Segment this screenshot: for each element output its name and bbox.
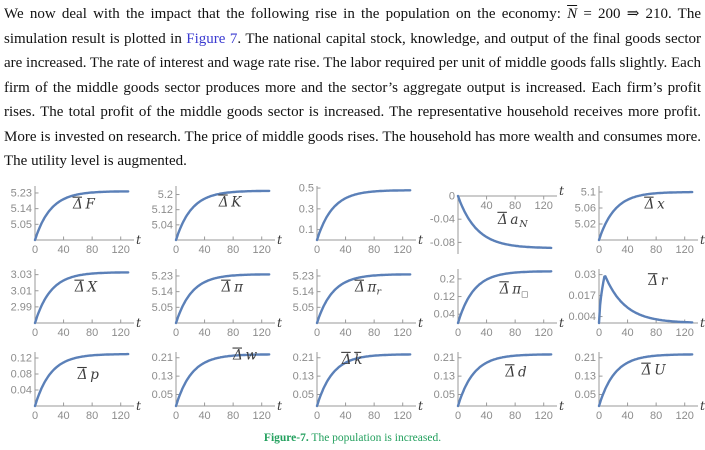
svg-text:Δ: Δ: [355, 279, 365, 296]
x-tick-label: 80: [509, 410, 522, 422]
plot-cell-delta-F: [0, 180, 141, 260]
x-tick-label: 0: [172, 410, 180, 422]
y-tick-label: 0.21: [433, 352, 455, 365]
y-tick-label: 0.12: [10, 352, 32, 365]
x-tick-label: 0: [313, 410, 321, 422]
svg-text:N: N: [519, 218, 528, 230]
plot-label-delta-K: [218, 195, 243, 211]
y-tick-label: 5.23: [10, 187, 32, 200]
plot-svg-unlabeled-rise: [282, 180, 423, 260]
plot-label-delta-pi-box: [499, 281, 529, 298]
x-axis-title: t: [559, 315, 564, 330]
x-axis-title: t: [277, 232, 282, 247]
plot-svg-delta-pi: [141, 263, 282, 343]
x-axis-title: t: [136, 398, 141, 413]
x-tick-label: 40: [339, 244, 352, 256]
y-tick-label: 0.1: [298, 224, 314, 237]
plot-label-delta-w: [232, 348, 258, 364]
svg-text:Δ: Δ: [233, 347, 243, 364]
svg-text:Δ: Δ: [77, 367, 88, 383]
svg-text:Δ: Δ: [505, 364, 516, 381]
y-tick-label: 0.05: [151, 389, 173, 402]
x-tick-label: 40: [480, 200, 493, 212]
svg-text:Δ: Δ: [497, 211, 508, 228]
y-tick-label: 0.13: [292, 370, 314, 383]
y-tick-label: 0.21: [292, 352, 314, 365]
y-tick-label: -0.04: [429, 213, 455, 226]
y-tick-label: 0.3: [298, 203, 314, 216]
y-tick-label: 5.02: [574, 218, 596, 231]
x-tick-label: 80: [650, 410, 663, 422]
x-axis-title: t: [418, 232, 423, 247]
svg-text:d: d: [518, 364, 527, 381]
figure-7-link[interactable]: Figure 7: [186, 30, 238, 47]
nbar-math-symbol: $\overline{N}$: [567, 6, 578, 22]
x-tick-label: 0: [454, 327, 462, 339]
x-axis-title: t: [277, 315, 282, 330]
plot-svg-delta-r: [564, 263, 705, 343]
x-tick-label: 120: [675, 410, 694, 422]
plot-cell-delta-kbar: [282, 346, 423, 426]
y-tick-label: 0.13: [433, 370, 455, 383]
figure-caption-label: Figure-7.: [263, 432, 309, 444]
x-tick-label: 120: [393, 327, 412, 339]
x-tick-label: 40: [621, 327, 634, 339]
y-tick-label: 0.04: [433, 308, 455, 321]
x-tick-label: 120: [675, 244, 694, 256]
svg-text:π: π: [512, 281, 522, 298]
y-tick-label: 5.05: [151, 301, 173, 314]
y-tick-label: 5.05: [10, 218, 32, 231]
svg-text:k: k: [354, 351, 363, 368]
y-tick-label: 5.14: [10, 203, 32, 216]
y-tick-label: 0.017: [568, 290, 596, 303]
figure-7: [0, 180, 705, 444]
x-tick-label: 0: [313, 244, 321, 256]
plot-cell-delta-w: [141, 346, 282, 426]
y-tick-label: 0.13: [151, 370, 173, 383]
plot-svg-delta-d: [423, 346, 564, 426]
svg-text:π: π: [367, 279, 377, 296]
plot-cell-delta-aN: [423, 180, 564, 260]
plot-svg-delta-x: [564, 180, 705, 260]
y-tick-label: 0.21: [151, 352, 173, 365]
x-axis-title: t: [559, 398, 564, 413]
plot-svg-delta-w: [141, 346, 282, 426]
x-tick-label: 80: [227, 327, 240, 339]
intro-text-2: = 200 ⇒ 210. The simulation result is plotted in: [4, 6, 702, 47]
svg-text:F: F: [85, 196, 95, 213]
x-tick-label: 0: [595, 327, 603, 339]
plot-cell-delta-U: [564, 346, 705, 426]
x-tick-label: 0: [595, 244, 603, 256]
x-axis-title: t: [418, 398, 423, 413]
x-tick-label: 40: [480, 327, 493, 339]
y-tick-label: 0.08: [10, 368, 32, 381]
x-tick-label: 120: [534, 200, 553, 212]
svg-text:a: a: [510, 211, 519, 228]
svg-text:w: w: [245, 347, 258, 364]
x-tick-label: 0: [31, 244, 39, 256]
svg-text:π: π: [234, 279, 243, 296]
y-tick-label: 0.5: [298, 182, 314, 195]
plot-svg-delta-kbar: [282, 346, 423, 426]
y-tick-label: 5.06: [574, 202, 596, 215]
y-tick-label: 0.12: [433, 291, 455, 304]
y-tick-label: 0.05: [574, 389, 596, 402]
plot-cell-delta-K: [141, 180, 282, 260]
x-tick-label: 40: [57, 410, 70, 422]
y-tick-label: 0.2: [439, 273, 455, 286]
intro-paragraph: [4, 2, 701, 174]
x-tick-label: 80: [86, 410, 99, 422]
plot-label-delta-U: [641, 363, 667, 379]
y-tick-label: 0.05: [292, 389, 314, 402]
svg-text:Δ: Δ: [641, 362, 652, 379]
y-tick-label: 5.05: [292, 301, 314, 314]
y-tick-label: 0.13: [574, 370, 596, 383]
x-tick-label: 120: [534, 410, 553, 422]
plot-svg-delta-aN: [423, 180, 564, 260]
x-tick-label: 0: [31, 327, 39, 339]
x-tick-label: 0: [595, 410, 603, 422]
intro-text-4: . The national capital stock, knowledge, and output of the final goods sector are increased. The rate of interest and wage rate rise. The labor required per unit of middle goods falls slightly. Each firm of the middle goods sector produces more and the sector’s aggregate output is increased. Each firm’s profit rises. The total profit of the middle goods sector is increased. The representative household receives more profit. More is invested on research. The price of middle goods rises. The household has more wealth and consumes more. The utility level is augmented.: [4, 30, 701, 169]
plot-label-delta-x: [644, 197, 666, 213]
plot-label-delta-aN: [497, 212, 529, 230]
y-tick-label: 0.004: [568, 311, 596, 324]
plot-cell-delta-d: [423, 346, 564, 426]
plot-label-delta-p: [77, 367, 100, 383]
x-tick-label: 120: [393, 244, 412, 256]
figure-caption-text: The population is increased.: [311, 432, 442, 444]
x-tick-label: 120: [393, 410, 412, 422]
plot-svg-delta-pi-box: [423, 263, 564, 343]
x-tick-label: 40: [339, 327, 352, 339]
x-tick-label: 40: [480, 410, 493, 422]
x-tick-label: 40: [57, 327, 70, 339]
svg-text:Δ: Δ: [73, 196, 83, 213]
x-tick-label: 80: [650, 244, 663, 256]
y-tick-label: 0.21: [574, 352, 596, 365]
x-tick-label: 80: [368, 327, 381, 339]
x-axis-title: t: [136, 232, 141, 247]
x-tick-label: 40: [339, 410, 352, 422]
svg-text:Δ: Δ: [648, 273, 659, 290]
x-tick-label: 40: [621, 244, 634, 256]
svg-text:p: p: [90, 367, 99, 383]
y-tick-label: 5.14: [292, 286, 314, 299]
plot-cell-delta-r: [564, 263, 705, 343]
svg-text:Δ: Δ: [499, 281, 510, 298]
x-tick-label: 80: [509, 327, 522, 339]
svg-text:Δ: Δ: [644, 196, 655, 213]
curve: [599, 276, 692, 323]
x-tick-label: 120: [252, 327, 271, 339]
x-axis-title: t: [136, 315, 141, 330]
y-tick-label: 0.04: [10, 384, 32, 397]
x-tick-label: 40: [198, 327, 211, 339]
x-tick-label: 0: [31, 410, 39, 422]
y-tick-label: 0.03: [574, 269, 596, 282]
x-axis-title: t: [277, 398, 282, 413]
intro-text-0: We now deal with the impact that the following rise in the population on the economy:: [4, 6, 568, 22]
plot-svg-delta-pi-r: [282, 263, 423, 343]
x-axis-title: t: [700, 398, 705, 413]
y-tick-label: 5.23: [292, 270, 314, 283]
plot-cell-delta-p: [0, 346, 141, 426]
plot-label-delta-pi-r: [354, 280, 383, 298]
y-tick-label: 5.2: [157, 189, 173, 202]
y-tick-label: 5.04: [151, 219, 173, 232]
plot-svg-delta-X: [0, 263, 141, 343]
x-tick-label: 120: [534, 327, 553, 339]
x-tick-label: 80: [86, 327, 99, 339]
plot-cell-delta-X: [0, 263, 141, 343]
x-axis-title: t: [418, 315, 423, 330]
x-axis-title: t: [559, 183, 564, 198]
svg-text:X: X: [87, 279, 98, 296]
x-tick-label: 40: [198, 244, 211, 256]
y-tick-label: 0: [448, 190, 455, 203]
curve: [317, 351, 410, 406]
y-tick-label: 3.03: [10, 269, 32, 282]
plot-svg-delta-F: [0, 180, 141, 260]
plot-cell-delta-pi-box: [423, 263, 564, 343]
x-tick-label: 0: [313, 327, 321, 339]
svg-text:K: K: [231, 194, 242, 211]
y-tick-label: 5.1: [580, 186, 596, 199]
x-tick-label: 0: [172, 244, 180, 256]
y-tick-label: 5.12: [151, 204, 173, 217]
svg-text:x: x: [657, 196, 665, 213]
plot-cell-delta-pi-r: [282, 263, 423, 343]
figure-plot-grid: [0, 180, 705, 426]
plot-cell-delta-x: [564, 180, 705, 260]
x-tick-label: 0: [172, 327, 180, 339]
y-tick-label: 0.05: [433, 389, 455, 402]
svg-text:Δ: Δ: [221, 279, 232, 296]
svg-text:Δ: Δ: [74, 279, 85, 296]
y-tick-label: 5.23: [151, 270, 173, 283]
x-tick-label: 80: [227, 410, 240, 422]
x-axis-title: t: [700, 315, 705, 330]
y-tick-label: 3.01: [10, 285, 32, 298]
plot-svg-delta-U: [564, 346, 705, 426]
figure-caption: [0, 432, 705, 444]
x-tick-label: 80: [509, 200, 522, 212]
svg-text:r: r: [660, 273, 668, 290]
x-tick-label: 80: [650, 327, 663, 339]
x-tick-label: 0: [454, 410, 462, 422]
x-tick-label: 120: [252, 410, 271, 422]
x-tick-label: 120: [111, 327, 130, 339]
x-tick-label: 80: [368, 244, 381, 256]
svg-text:□: □: [521, 289, 529, 299]
x-tick-label: 120: [252, 244, 271, 256]
y-tick-label: 5.14: [151, 286, 173, 299]
x-tick-label: 40: [198, 410, 211, 422]
plot-label-delta-X: [74, 280, 99, 296]
svg-text:U: U: [654, 362, 666, 379]
plot-cell-delta-pi: [141, 263, 282, 343]
x-tick-label: 120: [111, 410, 130, 422]
plot-svg-delta-K: [141, 180, 282, 260]
curve: [317, 190, 410, 240]
x-tick-label: 80: [227, 244, 240, 256]
svg-text:Δ: Δ: [341, 351, 352, 368]
plot-label-delta-r: [647, 273, 669, 289]
y-tick-label: -0.08: [429, 236, 455, 249]
plot-svg-delta-p: [0, 346, 141, 426]
x-tick-label: 40: [621, 410, 634, 422]
x-axis-title: t: [700, 232, 705, 247]
y-tick-label: 2.99: [10, 301, 32, 314]
x-tick-label: 80: [86, 244, 99, 256]
x-tick-label: 120: [111, 244, 130, 256]
plot-label-delta-F: [72, 197, 96, 213]
svg-text:r: r: [376, 286, 382, 298]
plot-label-delta-pi: [221, 280, 245, 296]
plot-label-delta-d: [505, 364, 528, 380]
plot-cell-unlabeled-rise: [282, 180, 423, 260]
x-tick-label: 120: [675, 327, 694, 339]
x-tick-label: 40: [57, 244, 70, 256]
x-tick-label: 80: [368, 410, 381, 422]
svg-text:Δ: Δ: [218, 194, 229, 211]
